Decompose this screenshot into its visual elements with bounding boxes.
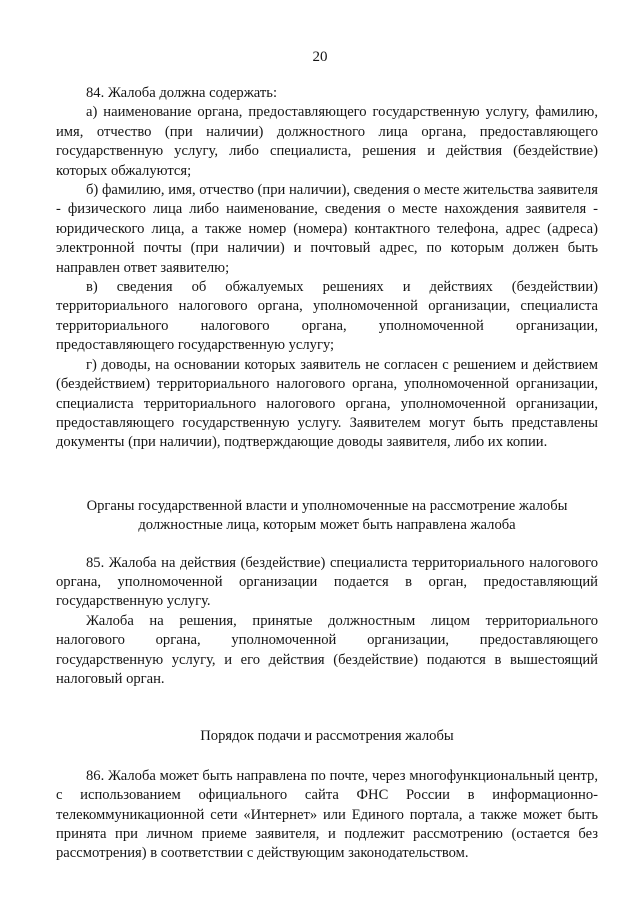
spacer <box>56 747 598 767</box>
section-heading-line-1: Органы государственной власти и уполномоченные на рассмотрение жалобы <box>86 497 568 514</box>
paragraph-86: 86. Жалоба может быть направлена по почте, через многофункциональный центр, с использованием официального сайта ФНС России в информационно-телекоммуникационной сети «Интернет» или Единого портала, а также может быть принята при личном приеме заявителя, и подлежит рассмотрению (остается без рассмотрения) в соответствии с действующим законодательством. <box>56 767 598 862</box>
paragraph-85-complaint: Жалоба на решения, принятые должностным лицом территориального налогового органа, уполномоченной организации, предоставляющего государственную услугу, и его действия (бездействие) подаются в вышестоящий налоговый орган. <box>56 612 598 687</box>
paragraph-84-g: г) доводы, на основании которых заявитель не согласен с решением и действием (бездействием) территориального налогового органа, уполномоченной организации, специалиста территориального налогового органа, уполномоченной организации, предоставляющего государственную услугу. Заявителем могут быть представлены документы (при наличии), подтверждающие доводы заявителя, либо их копии. <box>56 356 598 451</box>
section-heading-procedure: Порядок подачи и рассмотрения жалобы <box>200 728 454 745</box>
paragraph-84-intro: 84. Жалоба должна содержать: <box>86 85 277 101</box>
section-heading-authorities <box>56 497 598 536</box>
paragraph-85: 85. Жалоба на действия (бездействие) специалиста территориального налогового органа, уполномоченной организации подается в орган, предоставляющий государственную услугу. <box>56 554 598 610</box>
paragraph-84-b: б) фамилию, имя, отчество (при наличии), сведения о месте жительства заявителя - физического лица либо наименование, сведения о месте нахождения заявителя - юридического лица, а также номер (номера) контактного телефона, адрес (адреса) электронной почты (при наличии) и почтовый адрес, по которым должен быть направлен ответ заявителю; <box>56 182 598 276</box>
page-number: 20 <box>312 49 328 65</box>
document-body <box>56 84 598 864</box>
section-heading-line-2: должностные лица, которым может быть направлена жалоба <box>138 517 516 534</box>
spacer <box>56 536 598 554</box>
spacer <box>56 453 598 497</box>
spacer <box>56 689 598 727</box>
paragraph-84-v: в) сведения об обжалуемых решениях и действиях (бездействии) территориального налогового органа, уполномоченной организации, специалиста территориального налогового органа, уполномоченной организации, предоставляющего государственную услугу; <box>56 279 598 354</box>
paragraph-84-a: а) наименование органа, предоставляющего государственную услугу, фамилию, имя, отчество (при наличии) должностного лица органа, предоставляющего государственную услугу, либо специалиста, решения и действия (бездействие) которых обжалуются; <box>56 104 598 179</box>
